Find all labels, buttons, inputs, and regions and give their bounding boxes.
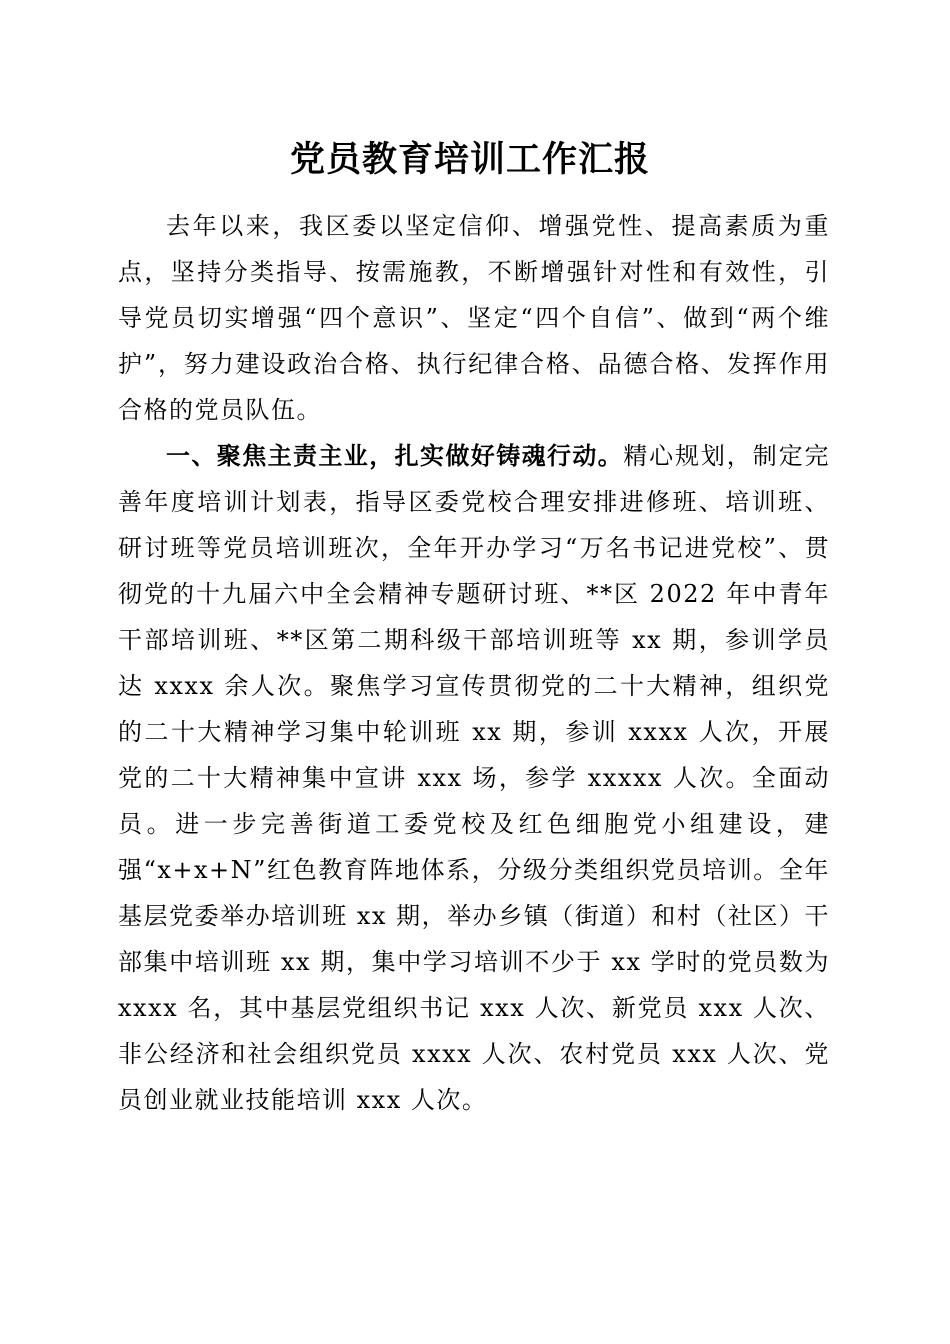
intro-paragraph: 去年以来，我区委以坚定信仰、增强党性、提高素质为重点，坚持分类指导、按需施教，不断增强针对性和有效性，引导党员切实增强“四个意识”、坚定“四个自信”、做到“两个维护”，努力建设政治合格、执行纪律合格、品德合格、发挥作用合格的党员队伍。	[118, 212, 830, 424]
document-body	[118, 203, 830, 1123]
section-1-body: 精心规划，制定完善年度培训计划表，指导区委党校合理安排进修班、培训班、研讨班等党员培训班次，全年开办学习“万名书记进党校”、贯彻党的十九届六中全会精神专题研讨班、**区 2022 年中青年干部培训班、**区第二期科级干部培训班等 xx 期，参训学员达 xxxx 余人次。聚焦学习宣传贯彻党的二十大精神，组织党的二十大精神学习集中轮训班 xx 期，参训 xxxx 人次，开展党的二十大精神集中宣讲 xxx 场，参学 xxxxx 人次。全面动员。进一步完善街道工委党校及红色细胞党小组建设，建强“x+x+N”红色教育阵地体系，分级分类组织党员培训。全年基层党委举办培训班 xx 期，举办乡镇（街道）和村（社区）干部集中培训班 xx 期，集中学习培训不少于 xx 学时的党员数为 xxxx 名，其中基层党组织书记 xxx 人次、新党员 xxx 人次、非公经济和社会组织党员 xxxx 人次、农村党员 xxx 人次、党员创业就业技能培训 xxx 人次。	[118, 442, 831, 1114]
section-1-heading: 一、聚焦主责主业，扎实做好铸魂行动。	[166, 442, 624, 470]
section-1-paragraph	[118, 433, 830, 1123]
document-title: 党员教育培训工作汇报	[289, 139, 650, 180]
